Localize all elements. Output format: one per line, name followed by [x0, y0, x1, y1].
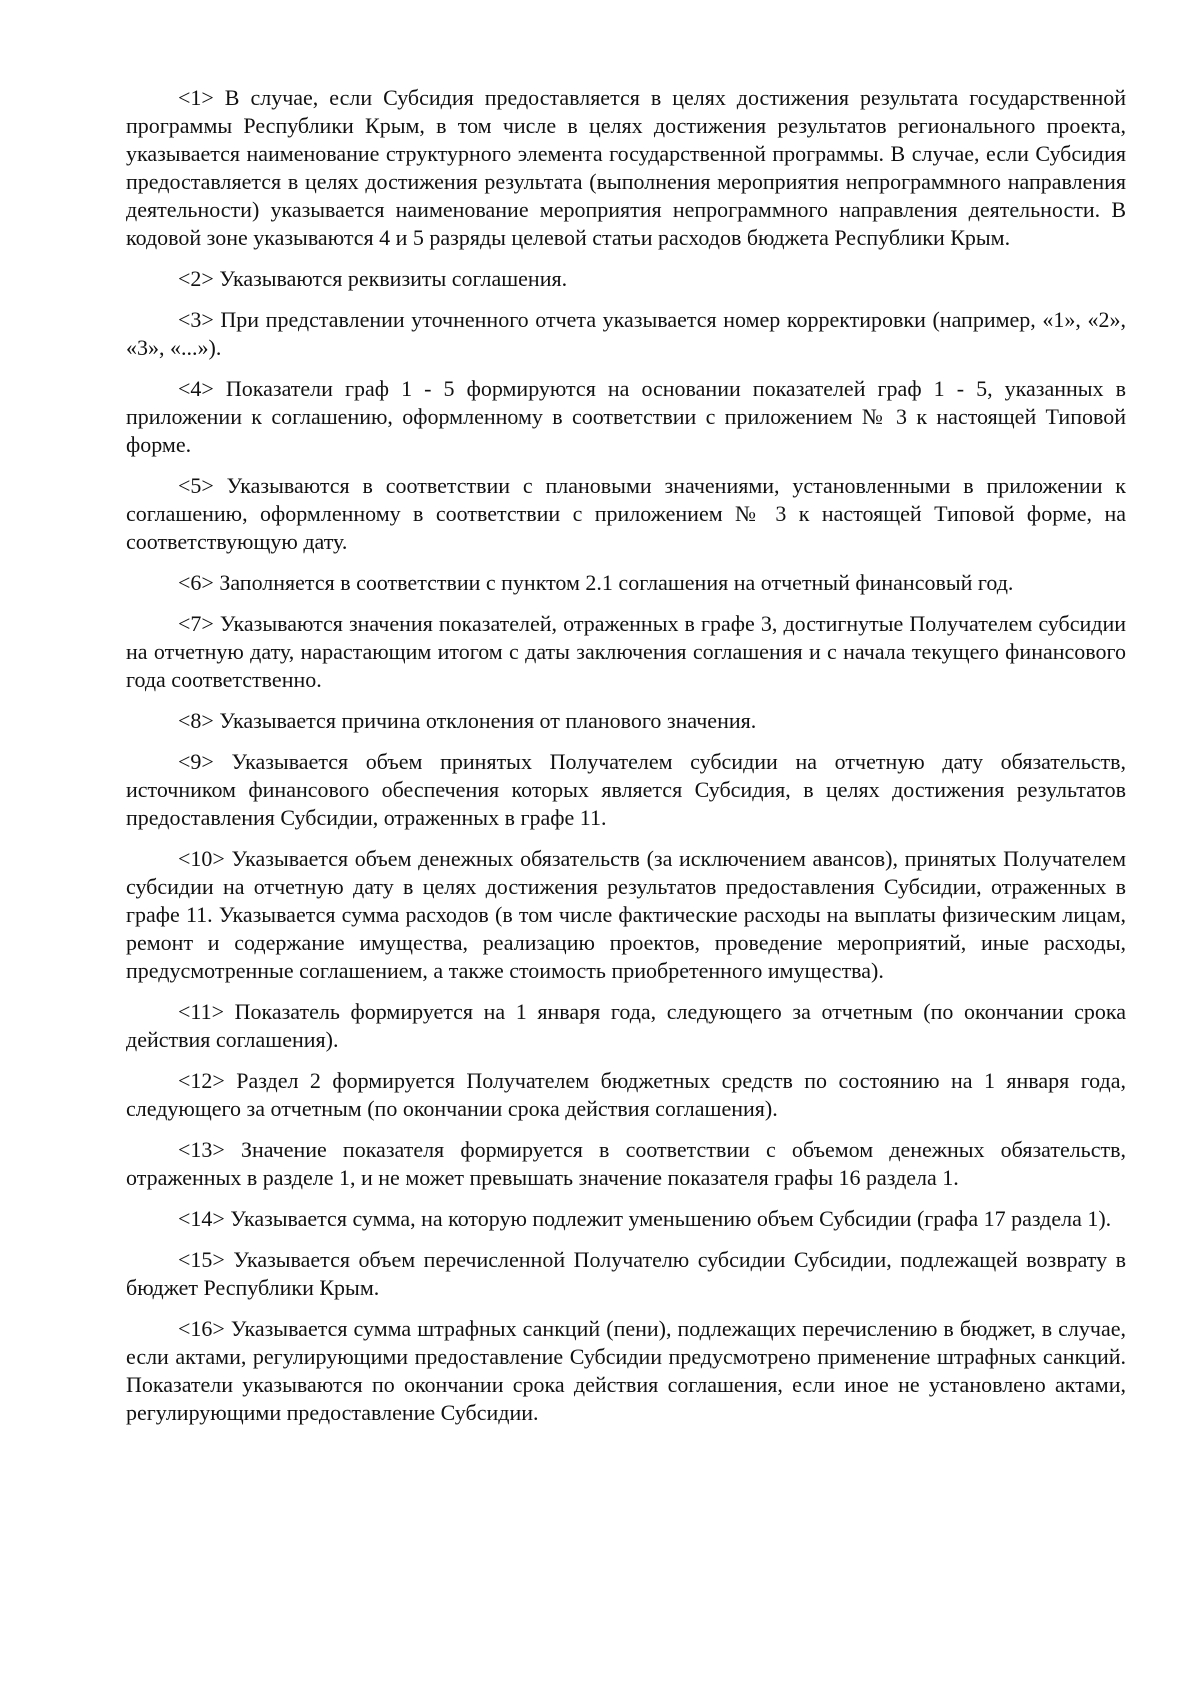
footnote-16: <16> Указывается сумма штрафных санкций (пени), подлежащих перечислению в бюджет, в случае, если актами, регулирующими предоставление Субсидии предусмотрено применение штрафных санкций. Показатели указываются по окончании срока действия соглашения, если иное не установлено актами, регулирующими предоставление Субсидии. [126, 1316, 1126, 1425]
footnote-4: <4> Показатели граф 1 - 5 формируются на основании показателей граф 1 - 5, указанных в приложении к соглашению, оформленному в соответствии с приложением № 3 к настоящей Типовой форме. [126, 376, 1126, 457]
footnote-15: <15> Указывается объем перечисленной Получателю субсидии Субсидии, подлежащей возврату в бюджет Республики Крым. [126, 1247, 1126, 1300]
footnote-5: <5> Указываются в соответствии с плановыми значениями, установленными в приложении к соглашению, оформленному в соответствии с приложением № 3 к настоящей Типовой форме, на соответствующую дату. [126, 473, 1126, 554]
footnote-14: <14> Указывается сумма, на которую подлежит уменьшению объем Субсидии (графа 17 раздела 1). [178, 1206, 1112, 1231]
footnote-7: <7> Указываются значения показателей, отраженных в графе 3, достигнутые Получателем субсидии на отчетную дату, нарастающим итогом с даты заключения соглашения и с начала текущего финансового года соответственно. [126, 611, 1126, 692]
footnote-2: <2> Указываются реквизиты соглашения. [178, 266, 568, 291]
footnote-8: <8> Указывается причина отклонения от планового значения. [178, 708, 757, 733]
footnote-12: <12> Раздел 2 формируется Получателем бюджетных средств по состоянию на 1 января года, следующего за отчетным (по окончании срока действия соглашения). [126, 1068, 1126, 1121]
document-page [126, 84, 1126, 1440]
footnote-9: <9> Указывается объем принятых Получателем субсидии на отчетную дату обязательств, источником финансового обеспечения которых является Субсидия, в целях достижения результатов предоставления Субсидии, отраженных в графе 11. [126, 749, 1126, 830]
footnote-1: <1> В случае, если Субсидия предоставляется в целях достижения результата государственной программы Республики Крым, в том числе в целях достижения результатов регионального проекта, указывается наименование структурного элемента государственной программы. В случае, если Субсидия предоставляется в целях достижения результата (выполнения мероприятия непрограммного направления деятельности) указывается наименование мероприятия непрограммного направления деятельности. В кодовой зоне указываются 4 и 5 разряды целевой статьи расходов бюджета Республики Крым. [126, 85, 1126, 250]
footnote-13: <13> Значение показателя формируется в соответствии с объемом денежных обязательств, отраженных в разделе 1, и не может превышать значение показателя графы 16 раздела 1. [126, 1137, 1126, 1190]
footnote-11: <11> Показатель формируется на 1 января года, следующего за отчетным (по окончании срока действия соглашения). [126, 999, 1126, 1052]
footnote-10: <10> Указывается объем денежных обязательств (за исключением авансов), принятых Получателем субсидии на отчетную дату в целях достижения результатов предоставления Субсидии, отраженных в графе 11. Указывается сумма расходов (в том числе фактические расходы на выплаты физическим лицам, ремонт и содержание имущества, реализацию проектов, проведение мероприятий, иные расходы, предусмотренные соглашением, а также стоимость приобретенного имущества). [126, 846, 1126, 983]
footnote-6: <6> Заполняется в соответствии с пунктом 2.1 соглашения на отчетный финансовый год. [178, 570, 1014, 595]
footnote-3: <3> При представлении уточненного отчета указывается номер корректировки (например, «1», «2», «3», «...»). [126, 307, 1126, 360]
